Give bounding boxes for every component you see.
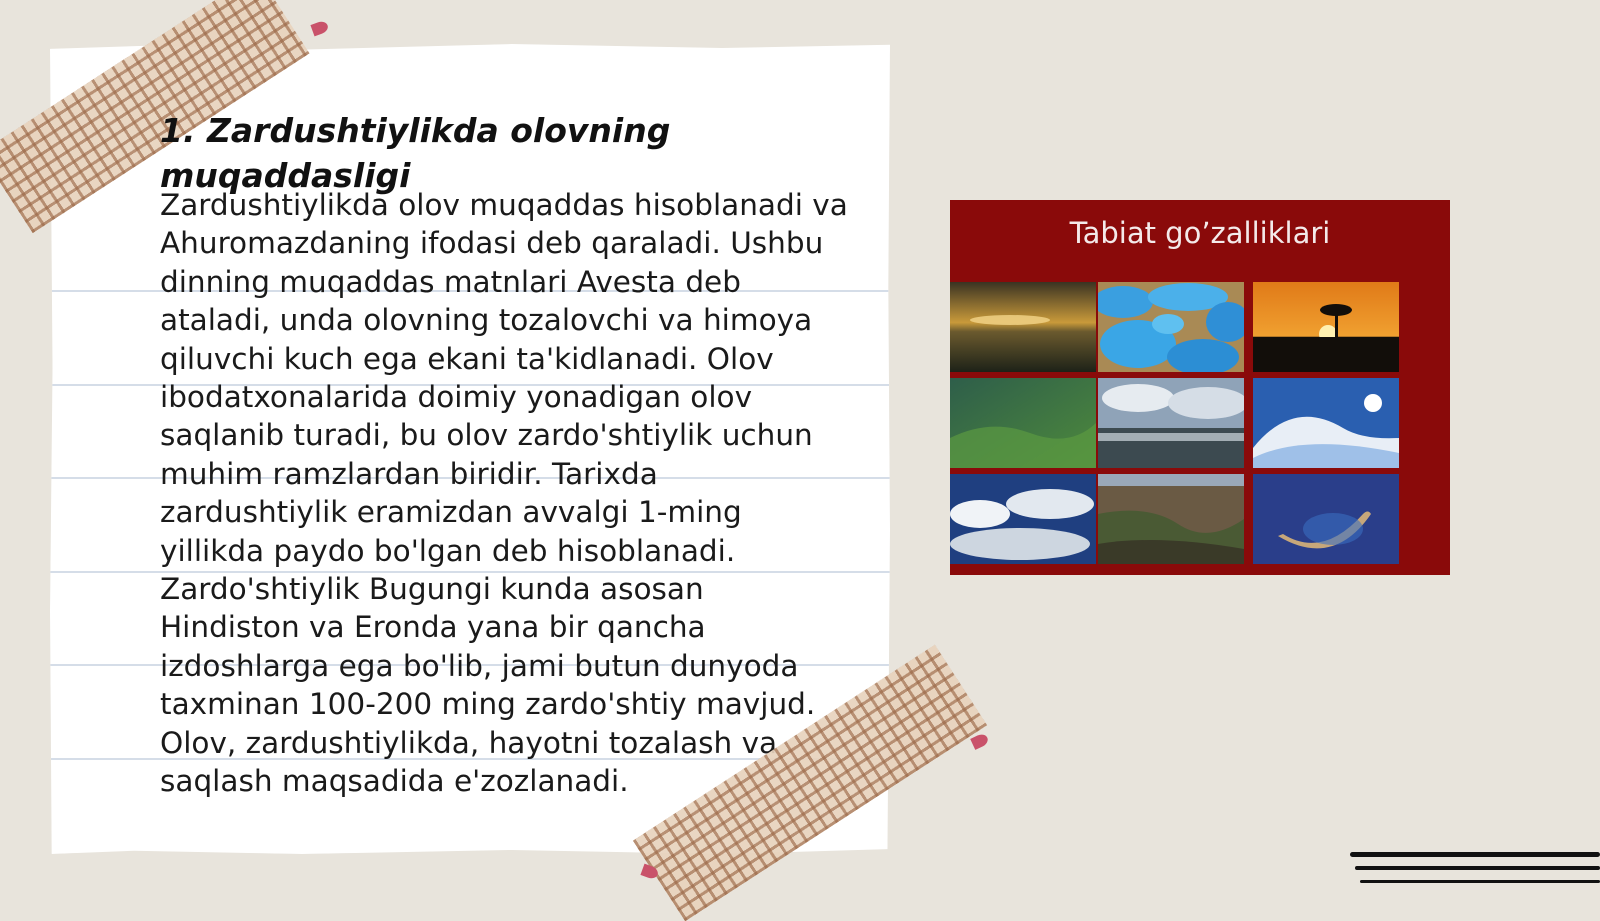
atoll-photo: [1253, 474, 1399, 564]
sunset-sea-photo: [950, 282, 1096, 372]
sky-clouds-photo: [950, 474, 1096, 564]
cloudy-landscape-photo: [1098, 378, 1244, 468]
green-hills-photo: [950, 378, 1096, 468]
slide-body-text: Zardushtiylikda olov muqaddas hisoblanadi va Ahuromazdaning ifodasi deb qaraladi. Ushbu dinning muqaddas matnlari Avesta deb ataladi, unda olovning tozalovchi va himoya qiluvchi kuch ega ekani ta'kidlanadi. Olov ibodatxonalarida doimiy yonadigan olov saqlanib turadi, bu olov zardo'shtiylik uchun muhim ramzlardan biridir. Tarixda zardushtiylik eramizdan avvalgi 1-ming yillikda paydo bo'lgan deb hisoblanadi. Zardo'shtiylik Bugungi kunda asosan Hindiston va Eronda yana bir qancha izdoshlarga ega bo'lib, jami butun dunyoda taxminan 100-200 ming zardo'shtiy mavjud. Olov, zardushtiylikda, hayotni tozalash va saqlash maqsadida e'zozlanadi.: [160, 188, 848, 799]
tape-corner-decoration: [970, 732, 990, 750]
nature-image-card: [950, 200, 1450, 575]
wave-photo: [1253, 378, 1399, 468]
blue-rocks-photo: [1098, 282, 1244, 372]
decorative-line: [1360, 880, 1600, 883]
tape-corner-decoration: [310, 20, 329, 37]
decorative-line: [1350, 852, 1600, 857]
slide-title: 1. Zardushtiylikda olovning muqaddasligi: [160, 111, 671, 195]
canyon-photo: [1098, 474, 1244, 564]
savanna-sunset-photo: [1253, 282, 1399, 372]
image-card-title: Tabiat go’zalliklari: [1069, 216, 1331, 250]
decorative-line: [1355, 866, 1600, 870]
